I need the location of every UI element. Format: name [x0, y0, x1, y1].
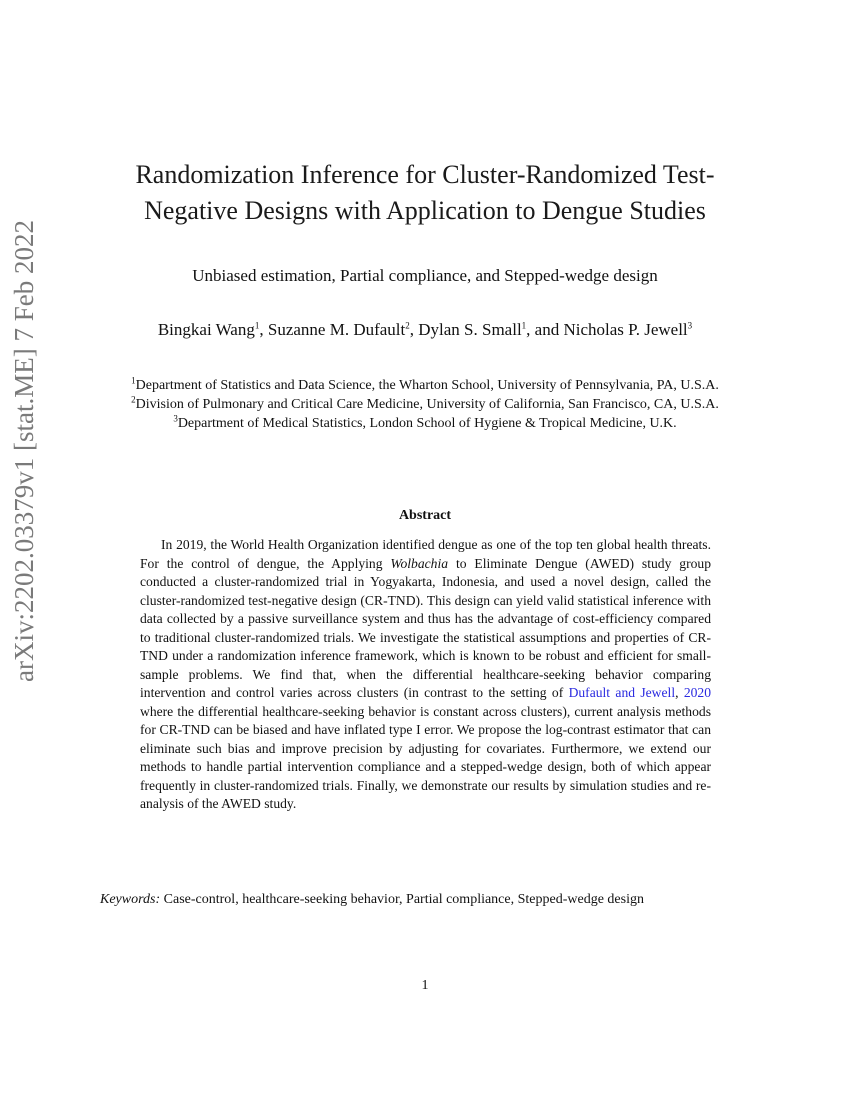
keywords-label: Keywords:: [100, 892, 161, 907]
keywords-text: Case-control, healthcare-seeking behavior, Partial compliance, Stepped-wedge design: [160, 892, 644, 907]
arxiv-identifier-stamp: arXiv:2202.03379v1 [stat.ME] 7 Feb 2022: [9, 220, 39, 682]
abstract-body: [140, 536, 711, 814]
author-separator: ,: [409, 320, 419, 339]
abstract-text: to Eliminate Dengue (AWED) study group conducted a cluster-randomized trial in Yogyakarta, Indonesia, and used a novel design, called the cluster-randomized test-negative design (CR-TND). This design can yield valid statistical inference with data collected by a passive surveillance system and thus has the advantage of cost-efficiency compared to traditional cluster-randomized trials. We investigate the statistical assumptions and properties of CR-TND under a randomization inference framework, which is known to be robust and efficient for small-sample problems. We find that, when the differential healthcare-seeking behavior comparing intervention and control varies across clusters (in contrast to the setting of: [140, 555, 711, 700]
paper-title: Randomization Inference for Cluster-Randomized Test-Negative Designs with Application to Dengue Studies: [135, 160, 715, 225]
author-affil-mark: 1: [254, 320, 260, 331]
affiliation-list: [100, 376, 750, 433]
author-list: [100, 318, 750, 342]
affiliation-text: Division of Pulmonary and Critical Care Medicine, University of California, San Francisco, CA, U.S.A.: [135, 397, 719, 412]
citation-separator: ,: [675, 685, 684, 700]
author-name: Nicholas P. Jewell: [563, 320, 688, 339]
affiliation-text: Department of Statistics and Data Science, the Wharton School, University of Pennsylvania, PA, U.S.A.: [135, 378, 719, 393]
page-number: 1: [421, 978, 429, 993]
affiliation-entry: [100, 395, 750, 414]
author-name: Bingkai Wang: [157, 320, 255, 339]
author-affil-mark: 1: [521, 320, 527, 331]
author-affil-mark: 3: [687, 320, 693, 331]
affiliation-number: 1: [131, 375, 136, 386]
affiliation-number: 3: [173, 413, 178, 424]
author-separator: ,: [259, 320, 268, 339]
affiliation-entry: [100, 376, 750, 395]
affiliation-entry: [100, 414, 750, 433]
keywords: [100, 890, 750, 910]
affiliation-text: Department of Medical Statistics, London School of Hygiene & Tropical Medicine, U.K.: [177, 416, 677, 431]
author-name: Dylan S. Small: [418, 320, 522, 339]
citation-link-authors[interactable]: Dufault and Jewell: [568, 685, 676, 700]
citation-link-year[interactable]: 2020: [683, 685, 712, 700]
author-affil-mark: 2: [405, 320, 410, 331]
abstract-text: where the differential healthcare-seeking behavior is constant across clusters), current analysis methods for CR-TND can be biased and have inflated type I error. We propose the log-contrast estimator that can eliminate such bias and improve precision by adjusting for covariates. Furthermore, we extend our methods to handle partial intervention compliance and a stepped-wedge design, both of which appear frequently in cluster-randomized trials. Finally, we demonstrate our results by simulation studies and re-analysis of the AWED study.: [140, 703, 711, 811]
affiliation-number: 2: [131, 394, 136, 405]
abstract-text: In 2019, the World Health Organization identified dengue as one of the top ten global health threats. For the control of dengue, the Applying: [140, 537, 711, 571]
abstract-heading: Abstract: [398, 508, 452, 523]
author-separator: , and: [526, 320, 564, 339]
paper-subtitle: Unbiased estimation, Partial compliance, and Stepped-wedge design: [192, 266, 658, 285]
author-name: Suzanne M. Dufault: [267, 320, 406, 339]
abstract-italic-term: Wolbachia: [390, 555, 449, 571]
